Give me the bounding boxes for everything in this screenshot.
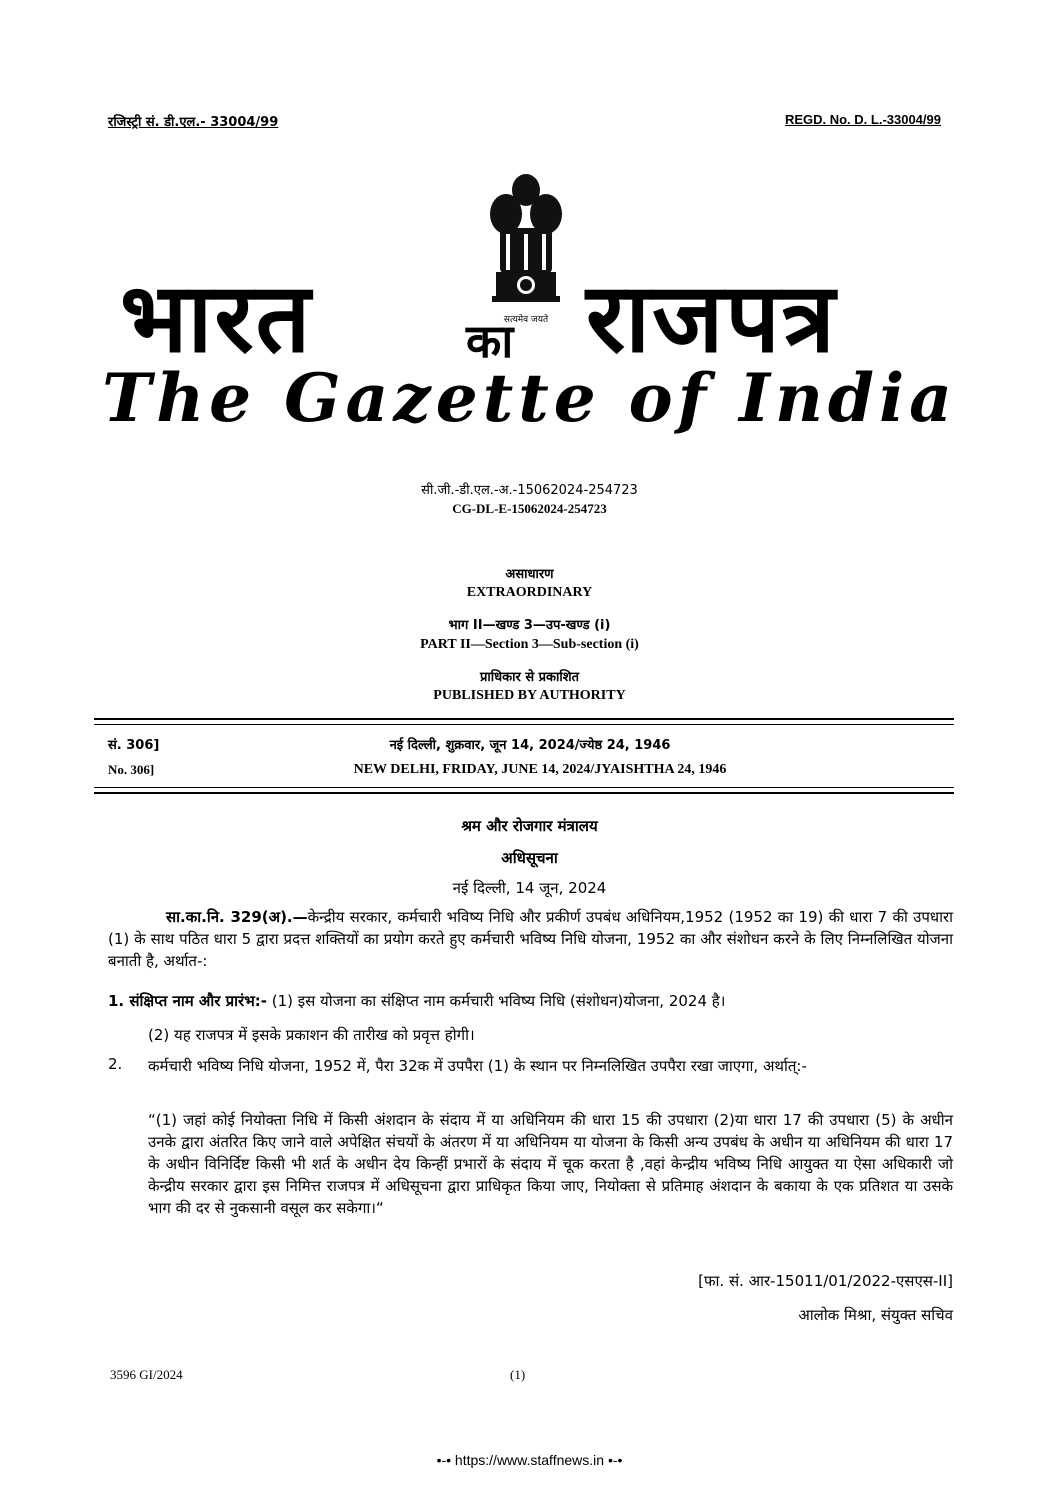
notification-place-date: नई दिल्ली, 14 जून, 2024	[452, 879, 607, 897]
gazette-code-hindi: सी.जी.-डी.एल.-अ.-15062024-254723	[421, 483, 638, 498]
masthead-title-hindi-left: भारत	[120, 262, 313, 374]
published-by-authority-english: PUBLISHED BY AUTHORITY	[433, 688, 626, 703]
issue-number-english: No. 306]	[108, 762, 155, 777]
part-section-english: PART II—Section 3—Sub-section (i)	[420, 637, 639, 652]
clause-1-subclause: (2) यह राजपत्र में इसके प्रकाशन की तारीख को प्रवृत्त होगी।	[148, 1026, 475, 1044]
divider	[94, 724, 954, 725]
signatory: आलोक मिश्रा, संयुक्त सचिव	[798, 1306, 953, 1324]
issue-number-hindi: सं. 306]	[108, 738, 160, 753]
page-number: (1)	[510, 1367, 526, 1382]
masthead-title-hindi-right: राजपत्र	[586, 262, 837, 374]
ministry-heading: श्रम और रोजगार मंत्रालय	[461, 817, 598, 835]
notification-reference: सा.का.नि. 329(अ).—	[166, 908, 308, 926]
clause-2-substituted-text: “(1) जहां कोई नियोक्ता निधि में किसी अंशदान के संदाय में या अधिनियम की धारा 15 की उपधारा (2)या धारा 17 की उपधारा (5) के अधीन उनके द्वारा अंतरित किए जाने वाले अपेक्षित संचयों के अंतरण में या अधिनियम या योजना के किसी अन्य उपबंध के अधीन या अधिनियम की धारा 17 के अधीन विनिर्दिष्ट किसी भी शर्त के अधीन देय किन्हीं प्रभारों के संदाय में चूक करता है ,वहां केन्द्रीय भविष्य निधि आयुक्त या ऐसा अधिकारी जो केन्द्रीय सरकार द्वारा इस निमित्त राजपत्र में अधिसूचना द्वारा प्राधिकृत किया जाए, नियोक्ता से प्रतिमाह अंशदान के बकाया के एक प्रतिशत या उसके भाग की दर से नुकसानी वसूल कर सकेगा।“	[148, 1111, 953, 1217]
part-section-hindi: भाग II—खण्ड 3—उप-खण्ड (i)	[448, 618, 611, 633]
gazette-code-english: CG-DL-E-15062024-254723	[452, 501, 607, 516]
divider	[94, 787, 954, 788]
masthead-title-hindi-connector: का	[466, 314, 514, 368]
clause-2-number: 2.	[108, 1055, 123, 1073]
issue-date-english: NEW DELHI, FRIDAY, JUNE 14, 2024/JYAISHTHA 24, 1946	[353, 762, 727, 777]
clause-1-text: (1) इस योजना का संक्षिप्त नाम कर्मचारी भविष्य निधि (संशोधन)योजना, 2024 है।	[266, 992, 726, 1010]
source-url-link[interactable]: •-• https://www.staffnews.in •-•	[436, 1452, 623, 1468]
clause-1-heading: 1. संक्षिप्त नाम और प्रारंभ:-	[108, 992, 267, 1010]
published-by-authority-hindi: प्राधिकार से प्रकाशित	[480, 670, 579, 685]
masthead-title-english: The Gazette of India	[102, 359, 957, 437]
emblem-motto: सत्यमेव जयते	[503, 315, 549, 325]
clause-1	[108, 990, 953, 1012]
clause-2-text: कर्मचारी भविष्य निधि योजना, 1952 में, पैरा 32क में उपपैरा (1) के स्थान पर निम्नलिखित उपपैरा रखा जाएगा, अर्थात्:-	[148, 1057, 807, 1075]
registry-number-hindi: रजिस्ट्री सं. डी.एल.- 33004/99	[108, 115, 279, 130]
footer-print-code: 3596 GI/2024	[110, 1367, 183, 1382]
divider	[94, 792, 954, 794]
extraordinary-label-english: EXTRAORDINARY	[466, 585, 593, 600]
file-reference: [फा. सं. आर-15011/01/2022-एसएस-II]	[698, 1272, 953, 1290]
registry-number-english: REGD. No. D. L.-33004/99	[784, 112, 941, 127]
intro-text: केन्द्रीय सरकार, कर्मचारी भविष्य निधि और प्रकीर्ण उपबंध अधिनियम,1952 (1952 का 19) की धारा 7 की उपधारा (1) के साथ पठित धारा 5 द्वारा प्रदत्त शक्तियों का प्रयोग करते हुए कर्मचारी भविष्य निधि योजना, 1952 का और संशोधन करने के लिए निम्नलिखित योजना बनाती है, अर्थात-:	[108, 908, 954, 970]
notification-title: अधिसूचना	[501, 849, 558, 867]
issue-date-hindi: नई दिल्ली, शुक्रवार, जून 14, 2024/ज्येष्ठ 24, 1946	[389, 738, 671, 753]
extraordinary-label-hindi: असाधारण	[505, 567, 554, 582]
national-emblem-icon	[466, 168, 586, 336]
divider	[94, 718, 954, 720]
intro-paragraph	[108, 906, 953, 972]
